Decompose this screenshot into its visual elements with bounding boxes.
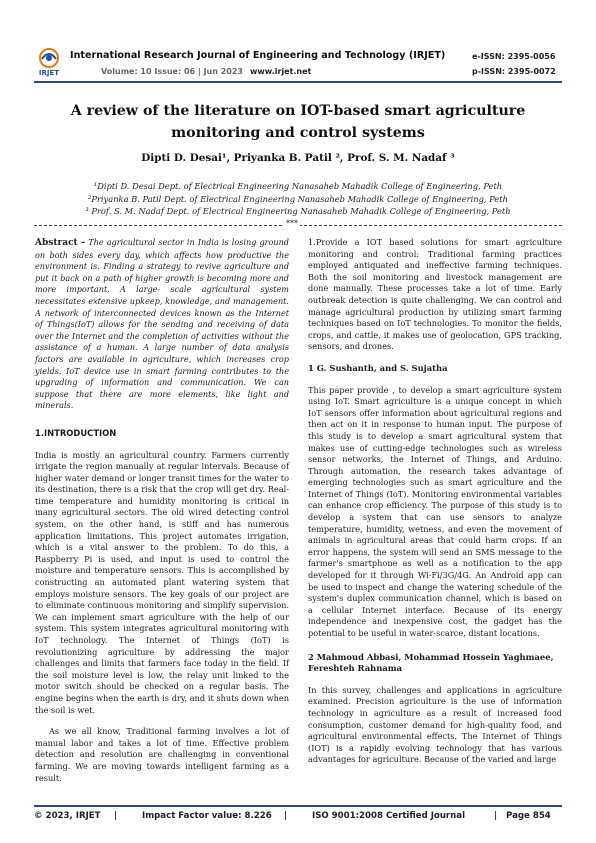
footer-impact-factor: Impact Factor value: 8.226 bbox=[142, 811, 272, 821]
affiliation-2: ²Priyanka B. Patil Dept. of Electrical Engineering Nanasaheb Mahadik College of Engineering, Peth bbox=[88, 193, 508, 204]
section-divider bbox=[34, 219, 562, 228]
objective-paragraph: 1.Provide a IOT based solutions for smart agriculture monitoring and control: Traditional farming practices employed antiquated and ineffective farming techniques. Both the soil monitoring and livestock management are done manually. These processes take a lot of time. Early outbreak detection is quite challenging. We can control and manage agricultural production by utilizing smart farming techniques based on IoT technologies. To monitor the fields, crops, and cattle, it makes use of geolocation, GPS tracking, sensors, and drones. bbox=[308, 237, 562, 352]
journal-name: International Research Journal of Engineering and Technology (IRJET) bbox=[70, 50, 446, 61]
footer-separator: | bbox=[494, 811, 498, 821]
footer-iso: ISO 9001:2008 Certified Journal bbox=[312, 811, 466, 821]
divider-mark: *** bbox=[286, 219, 298, 228]
affiliation-3: ³ Prof. S. M. Nadaf Dept. of Electrical Engineering Nanasaheb Mahadik College of Engineering, Peth bbox=[85, 206, 511, 217]
volume-issue: Volume: 10 Issue: 06 | Jun 2023 bbox=[101, 67, 243, 76]
reference-text-1: This paper provide , to develop a smart agriculture system using IoT. Smart agriculture is a unique concept in which IoT sensors offer information about agricultural regions and then act on it in response to human input. The purpose of this study is to develop a smart agricultural system that makes use of cutting-edge technologies such as wireless sensor networks, the Internet of Things, and Arduino. Through automation, the research takes advantage of emerging technologies such as smart agriculture and the Internet of Things (IoT). Monitoring environmental variables can enhance crop efficiency. The purpose of this study is to develop a system that can use sensors to analyze temperature, humidity, wetness, and even the movement of animals in agricultural areas that could harm crops. If an error happens, the system will send an SMS message to the farmer's smartphone as well as a notification to the app developed for it through Wi-Fi/3G/4G. An Android app can be used to inspect and change the watering schedule of the system's duplex communication channel, which is based on a cellular Internet interface. Because of its energy independence and inexpensive cost, the gadget has the potential to be useful in water-scarce, distant locations. bbox=[308, 384, 562, 638]
irjet-logo-graphic bbox=[34, 47, 64, 77]
intro-paragraph-1: India is mostly an agricultural country. Farmers currently irrigate the region manually at regular intervals. Because of higher water demand or longer transit times for the water to its destination, there is a risk that the crop will get dry. Real-time temperature and humidity monitoring is critical in many agricultural sectors. The old wired detecting control system, on the other hand, is stiff and has numerous application limitations. This project automates irrigation, which is a vital answer to the problem. To do this, a Raspberry Pi is used, and input is used to control the moisture and temperature sensors. This is accomplished by constructing an automated plant watering system that employs moisture sensors. The key goals of our project are to eliminate continuous monitoring and simplify supervision. We can implement smart agriculture with the help of our system. This system integrates agricultural monitoring with IoT technology. The Internet of Things (IoT) is revolutionizing agriculture by addressing the major challenges and limits that farmers face today in the field. If the soil moisture level is low, the relay unit linked to the motor switch should be checked on a regular basis. The engine begins when the earth is dry, and it shuts down when the soil is wet. bbox=[35, 449, 289, 715]
logo-text: IRJET bbox=[38, 69, 60, 77]
p-issn: p-ISSN: 2395-0072 bbox=[472, 67, 556, 76]
affiliation-1: ¹Dipti D. Desai Dept. of Electrical Engineering Nanasaheb Mahadik College of Engineering, Peth bbox=[93, 181, 503, 191]
reference-heading-1: 1 G. Sushanth, and S. Sujatha bbox=[308, 362, 448, 373]
reference-heading-2: 2 Mahmoud Abbasi, Mohammad Hossein Yaghmaee, Fereshteh Rahnama bbox=[308, 651, 554, 674]
affiliations bbox=[30, 180, 566, 218]
journal-url[interactable]: www.irjet.net bbox=[250, 67, 312, 76]
abstract-text: The agricultural sector in India is losing ground on both sides every day, which affects how productive the environment is. Finding a strategy to revive agriculture and put it back on a path of higher growth is becoming more and more important. A large- scale agricultural system necessitates extensive upkeep, knowledge, and management. A network of interconnected devices known as the Internet of Things(IoT) allows for the sending and receiving of data over the Internet and the completion of activities without the assistance of a human. A large number of data analysis factors are available in agriculture, which increases crop yields. IoT device use in smart farming contributes to the upgrading of information and communication. We can suppose that there are more elements, like light and minerals. bbox=[35, 237, 289, 411]
section-heading-introduction: 1.INTRODUCTION bbox=[35, 427, 117, 438]
journal-header bbox=[0, 0, 596, 82]
footer-page-number: Page 854 bbox=[506, 811, 551, 821]
paper-title: A review of the literature on IOT-based smart agriculture monitoring and control systems bbox=[70, 103, 526, 141]
irjet-logo bbox=[34, 47, 64, 77]
e-issn: e-ISSN: 2395-0056 bbox=[472, 52, 556, 61]
footer-copyright: © 2023, IRJET bbox=[34, 811, 101, 821]
left-column bbox=[35, 237, 289, 784]
intro-paragraph-2: As we all know, Traditional farming involves a lot of manual labor and takes a lot of time. Effective problem detection and resolution are challenging in conventional farming. We are moving towards intelligent farming as a result. bbox=[35, 726, 289, 783]
reference-text-2: In this survey, challenges and applications in agriculture examined. Precision agriculture is the use of information technology in agriculture as a result of increased food consumption, customer demand for high-quality food, and agricultural environmental effects. The Internet of Things (IOT) is a rapidly evolving technology that has various advantages for agriculture. Because of the varied and large bbox=[308, 684, 562, 765]
header-rule bbox=[34, 81, 562, 83]
abstract-label: Abstract - bbox=[35, 238, 86, 248]
right-column bbox=[308, 237, 562, 766]
author-list: Dipti D. Desai¹, Priyanka B. Patil ², Prof. S. M. Nadaf ³ bbox=[141, 152, 455, 164]
footer-separator: | bbox=[284, 811, 288, 821]
footer-separator: | bbox=[114, 811, 118, 821]
footer-rule bbox=[34, 805, 562, 807]
abstract bbox=[35, 237, 289, 412]
